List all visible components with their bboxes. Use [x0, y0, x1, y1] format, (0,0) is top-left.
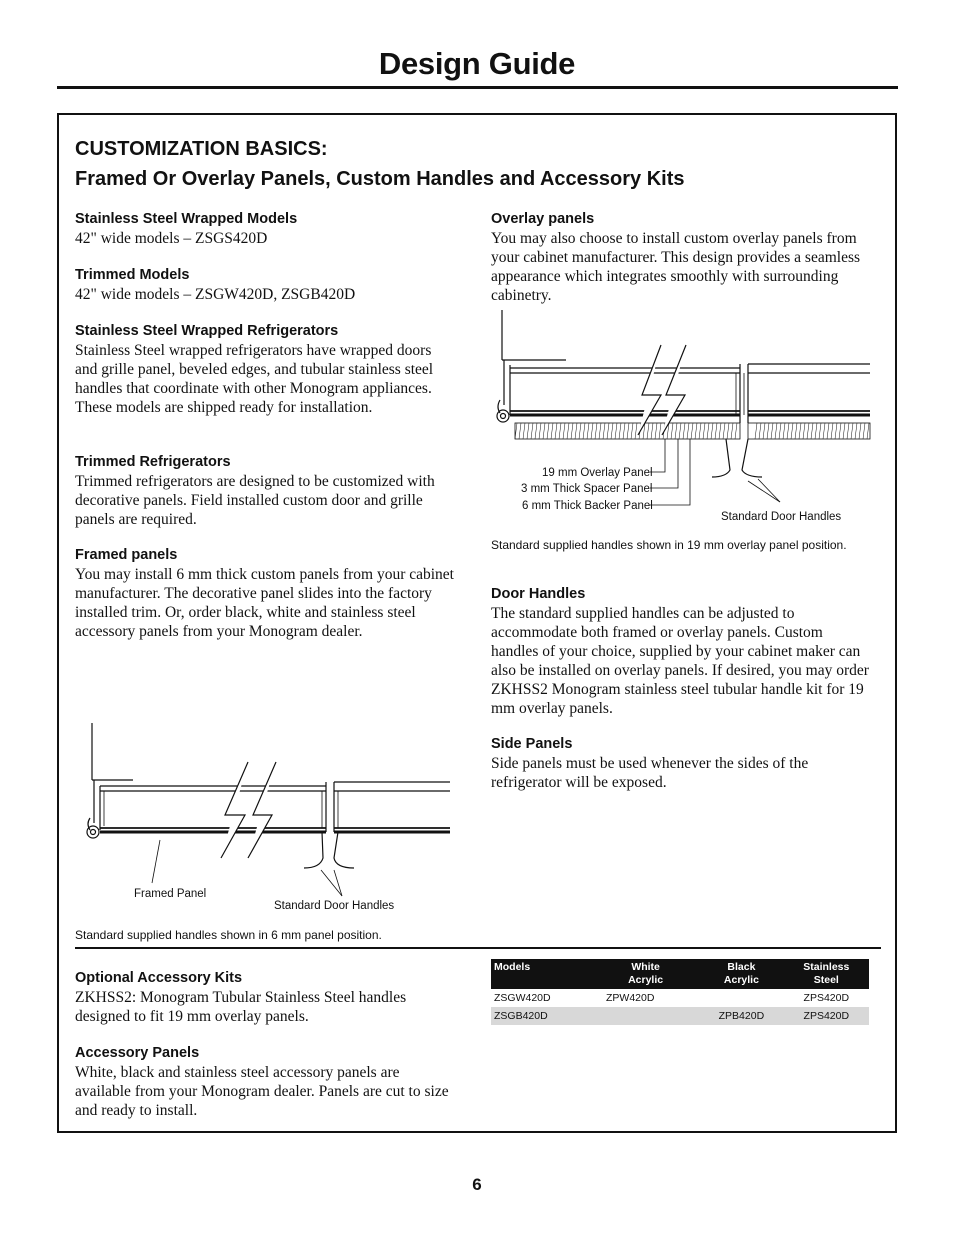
page-number: 6: [472, 1175, 482, 1194]
overlay-panel-label: 19 mm Overlay Panel: [542, 467, 653, 479]
table-cell: ZPW420D: [606, 992, 655, 1004]
header-stainless-steel: Stainless Steel: [784, 959, 869, 989]
framed-figure-caption: Standard supplied handles shown in 6 mm panel position.: [75, 928, 382, 942]
page-title: Design Guide: [378, 46, 576, 81]
accessory-panels-block: [75, 1044, 455, 1120]
title-rule: [57, 86, 898, 89]
section-divider: [75, 947, 881, 949]
table-cell: ZSGB420D: [491, 1007, 592, 1025]
ss-wrapped-models-block: [75, 210, 455, 248]
trimmed-refrigerators-text: Trimmed refrigerators are designed to be customized with decorative panels. Field installed custom door and grille panels are required.: [75, 473, 435, 528]
table-cell: ZPB420D: [699, 1007, 783, 1025]
framed-panels-heading: Framed panels: [75, 547, 178, 563]
overlay-panels-heading: Overlay panels: [491, 211, 595, 227]
optional-kits-text: ZKHSS2: Monogram Tubular Stainless Steel handles designed to fit 19 mm overlay panels.: [75, 989, 407, 1025]
framed-panel-label: Framed Panel: [134, 888, 207, 900]
trimmed-models-text: 42" wide models – ZSGW420D, ZSGB420D: [75, 286, 356, 303]
table-cell: ZSGW420D: [494, 992, 551, 1004]
section-heading-2: Framed Or Overlay Panels, Custom Handles and Accessory Kits: [75, 168, 685, 190]
header-white-acrylic: White Acrylic: [592, 959, 699, 989]
overlay-handles-label: Standard Door Handles: [721, 511, 842, 523]
overlay-figure-caption: Standard supplied handles shown in 19 mm overlay panel position.: [491, 538, 847, 552]
table-row: [491, 1007, 869, 1025]
optional-kits-heading: Optional Accessory Kits: [75, 970, 243, 986]
ss-wrapped-refrigerators-text: Stainless Steel wrapped refrigerators have wrapped doors and grille panel, beveled edges, and tubular stainless steel handles that coordinate with other Monogram appliances. These models are shipped ready for installation.: [75, 342, 434, 416]
framed-panels-text: You may install 6 mm thick custom panels from your cabinet manufacturer. The decorative panel slides into the factory installed trim. Or, order black, white and stainless steel accessory panels from your Monogram dealer.: [75, 566, 454, 640]
overlay-panels-text: You may also choose to install custom overlay panels from your cabinet manufacturer. This design provides a seamless appearance which integrates smoothly with surrounding cabinetry.: [491, 230, 861, 304]
optional-kits-block: [75, 969, 455, 1026]
side-panels-block: [491, 735, 871, 792]
trimmed-models-block: [75, 266, 455, 304]
framed-handles-label: Standard Door Handles: [274, 900, 395, 912]
door-handles-block: [491, 585, 871, 718]
ss-wrapped-models-heading: Stainless Steel Wrapped Models: [75, 211, 298, 227]
backer-panel-label: 6 mm Thick Backer Panel: [522, 500, 653, 512]
overlay-panels-block: [491, 210, 871, 305]
spacer-panel-label: 3 mm Thick Spacer Panel: [521, 483, 653, 495]
accessory-panels-heading: Accessory Panels: [75, 1045, 200, 1061]
table-cell: [592, 1007, 699, 1025]
table-row: [491, 989, 869, 1007]
door-handles-text: The standard supplied handles can be adjusted to accommodate both framed or overlay panels. Custom handles of your choice, supplied by your cabinet maker can also be installed on overlay panels. If desired, you may order ZKHSS2 Monogram stainless steel tubular handle kit for 19 mm overlay panels.: [491, 605, 869, 717]
trimmed-refrigerators-block: [75, 453, 455, 529]
table-cell: ZPS420D: [784, 1007, 869, 1025]
trimmed-models-heading: Trimmed Models: [75, 267, 190, 283]
ss-wrapped-refrigerators-block: [75, 322, 455, 417]
accessory-panels-text: White, black and stainless steel accessory panels are available from your Monogram dealer. Panels are cut to size and ready to install.: [75, 1064, 449, 1119]
table-header-row: [491, 959, 869, 989]
ss-wrapped-refrigerators-heading: Stainless Steel Wrapped Refrigerators: [75, 323, 339, 339]
framed-panels-block: [75, 546, 455, 641]
framed-panel-diagram: [78, 718, 458, 888]
table-cell: ZPS420D: [803, 992, 850, 1004]
header-models: Models: [491, 959, 592, 989]
header-black-acrylic: Black Acrylic: [699, 959, 783, 989]
table-cell: [699, 989, 783, 1007]
door-handles-heading: Door Handles: [491, 586, 586, 602]
side-panels-text: Side panels must be used whenever the sides of the refrigerator will be exposed.: [491, 755, 809, 791]
accessory-table: [491, 959, 869, 1025]
side-panels-heading: Side Panels: [491, 736, 573, 752]
trimmed-refrigerators-heading: Trimmed Refrigerators: [75, 454, 231, 470]
ss-wrapped-models-text: 42" wide models – ZSGS420D: [75, 230, 268, 247]
section-heading-1: CUSTOMIZATION BASICS:: [75, 138, 328, 160]
